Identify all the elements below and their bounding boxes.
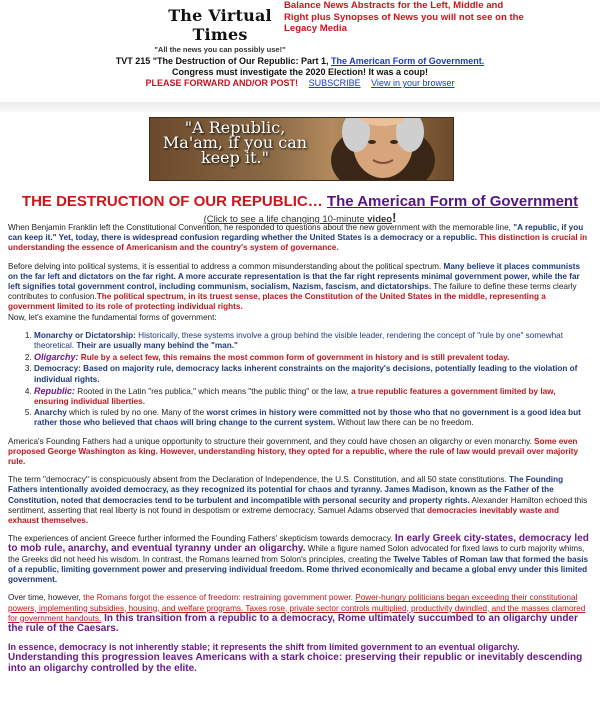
view-in-browser-link[interactable]: View in your browser xyxy=(371,78,455,88)
article-body xyxy=(8,223,592,682)
list-item-monarchy xyxy=(34,331,592,351)
text-red-underline: Power-hungry politicians began exceeding their constitutional powers, implementing subsidies, housing, and welfare programs. Taxes rose, private sector controls multiplied, productivity dwindled, and the masses clamored for government handouts. xyxy=(8,593,586,623)
text: America's Founding Fathers had a unique opportunity to structure their government, and they could have chosen an oligarchy or even monarchy. xyxy=(8,436,535,446)
text: Historically, these systems involve a group behind the visible leader, rendering the concept of "rule by one" somewhat theoretical. xyxy=(34,330,563,351)
list-label: Oligarchy: xyxy=(34,352,79,363)
issue-block xyxy=(0,56,600,89)
text-red: democracies inevitably waste and exhaust themselves. xyxy=(8,505,559,526)
text: Rooted in the Latin "res publica," which means "the public thing" or the law, xyxy=(75,386,352,396)
text: Now, let's examine the fundamental forms of government: xyxy=(8,312,217,322)
list-item-democracy xyxy=(34,364,592,384)
list-item-oligarchy xyxy=(34,352,592,363)
subscribe-link[interactable]: SUBSCRIBE xyxy=(308,78,361,88)
list-label: Republic: xyxy=(34,385,76,396)
list-label: Monarchy or Dictatorship: xyxy=(34,330,136,340)
text-bold: Twelve Tables of Roman law that formed the basis of a republic, limiting government power and preserving individual freedom. Rome thrived economically and became a global envy under this limited government. xyxy=(8,554,589,585)
issue-title: TVT 215 "The Destruction of Our Republic: Part 1, xyxy=(115,56,332,66)
text-red: This distinction is crucial in understanding the essence of Americanism and the country's system of governance. xyxy=(8,233,588,253)
issue-subtitle: Congress must investigate the 2020 Election! It was a coup! xyxy=(171,67,429,77)
text-bold: Yet, today, there is widespread confusion regarding whether the United States is a democracy or a republic. xyxy=(56,233,480,243)
text-red: The political spectrum, in its truest sense, places the Constitution of the United States in the middle, representing a government limited to its role of protecting individual rights. xyxy=(8,292,546,312)
article-headline xyxy=(0,193,600,210)
headline-link[interactable]: The American Form of Government xyxy=(326,193,579,210)
paragraph-rome-decline xyxy=(8,593,592,634)
text-bold: Their are usually many behind the "man." xyxy=(76,341,238,351)
header-tagline: Balance News Abstracts for the Left, Middle and Right plus Synopses of News you will not see on the Legacy Media xyxy=(284,0,524,34)
text: Alexander Hamilton echoed this sentiment, asserting that real liberty is not found in despotism or extreme democracy. Samuel Adams observed that xyxy=(8,495,588,515)
paragraph-greece-rome xyxy=(8,534,592,585)
paragraph-founders xyxy=(8,437,592,468)
paragraph-franklin xyxy=(8,223,592,254)
text: The term "democracy" is conspicuously absent from the Declaration of Independence, the U.S. Constitution, and all 50 state constitutions. xyxy=(8,475,509,485)
banner-quote: "A Republic, Ma'am, if you can keep it." xyxy=(162,118,308,167)
text-bold: worst crimes in history were committed not by those who that no government is a good idea but rather those who believed that chaos will bring change to the current system. xyxy=(34,408,581,428)
forms-of-government-list xyxy=(34,331,592,429)
list-item-anarchy xyxy=(34,408,592,428)
logo[interactable] xyxy=(150,6,290,54)
list-item-republic xyxy=(34,386,592,407)
text-red: the Romans forgot the essence of freedom: restraining government power. xyxy=(83,593,356,603)
text: Over time, however, xyxy=(8,593,84,603)
text: While a figure named Solon advocated for fixed laws to curb majority whims, the Greeks did not heed his wisdom. In contrast, the Romans learned from Solon's principles, creating the xyxy=(8,544,585,564)
franklin-portrait-icon xyxy=(328,117,438,181)
issue-title-row xyxy=(0,56,600,67)
text-red: Rule by a select few, this remains the most common form of government in history and is still prevalent today. xyxy=(78,353,510,363)
paragraph-conclusion xyxy=(8,642,592,674)
text-red: a true republic features a government limited by law, ensuring individual liberties. xyxy=(34,386,556,407)
text: Before delving into political systems, it is essential to address a common misunderstanding about the political spectrum. xyxy=(8,261,444,271)
paragraph-spectrum xyxy=(8,262,592,323)
text: The failure to define these terms clearly contributes to confusion. xyxy=(8,282,577,302)
logo-title: The Virtual Times xyxy=(168,6,272,44)
text-purple: In this transition from a republic to a democracy, Rome ultimately succumbed to an oligarchy under the rule of the Caesars. xyxy=(8,612,578,634)
text: which is ruled by no one. Many of the xyxy=(66,408,207,418)
headline-text: THE DESTRUCTION OF OUR REPUBLIC… xyxy=(21,193,327,210)
forward-notice: PLEASE FORWARD AND/OR POST! xyxy=(145,78,299,88)
text-purple: Understanding this progression leaves Americans with a stark choice: preserving their republic or inevitably descending into an oligarchy controlled by the elite. xyxy=(8,652,583,674)
text-bold: Based on majority rule, democracy lacks inherent constraints on the majority's decisions, potentially leading to the violation of individual rights. xyxy=(34,364,578,384)
text: The experiences of ancient Greece further informed the Founding Fathers' skepticism towards democracy. xyxy=(8,534,395,544)
text-purple: In essence, democracy is not inherently stable; it represents the shift from limited government to an eventual oligarchy. xyxy=(8,642,520,653)
franklin-banner-image[interactable] xyxy=(149,117,454,181)
text-bold: The Founding Fathers intentionally avoided democracy, as they recognized its potential for chaos and tyranny. James Madison, known as the Father of the Constitution, noted that democracies tend to be turbulent and incompatible with personal security and property rights. xyxy=(8,475,564,505)
list-label: Democracy: xyxy=(34,364,81,374)
video-link[interactable]: video xyxy=(367,214,393,225)
text: When Benjamin Franklin left the Constitutional Convention, he responded to questions about the new government with the memorable line, xyxy=(8,223,514,232)
text-bold: "A republic, if you can keep it." xyxy=(8,223,584,243)
logo-tagline: "All the news you can possibly use!" xyxy=(154,45,286,54)
text: Without law there can be no freedom. xyxy=(335,418,474,428)
video-prompt-suffix: ! xyxy=(392,210,397,225)
video-prompt-text: (Click to see a life changing 10-minute xyxy=(203,214,368,225)
text-purple: In early Greek city-states, democracy led to mob rule, anarchy, and eventual tyranny under an oligarchy. xyxy=(8,533,589,555)
text-red: Some even proposed George Washington as king. However, understanding history, they opted for a republic, where the rule of law would prevail over majority rule. xyxy=(8,436,579,467)
newsletter-header xyxy=(0,0,600,54)
paragraph-democracy-term xyxy=(8,475,592,526)
section-divider xyxy=(0,102,600,112)
issue-actions xyxy=(0,78,600,89)
text-bold: Many believe it places communists on the far left and dictators on the far right. A more accurate representation is that the far right represents minimal government power, while the far left signifies total government control, including communism, socialism, Nazism, fascism, and dictatorships. xyxy=(8,261,581,292)
list-label: Anarchy xyxy=(34,408,67,418)
issue-title-link[interactable]: The American Form of Government. xyxy=(331,56,485,66)
